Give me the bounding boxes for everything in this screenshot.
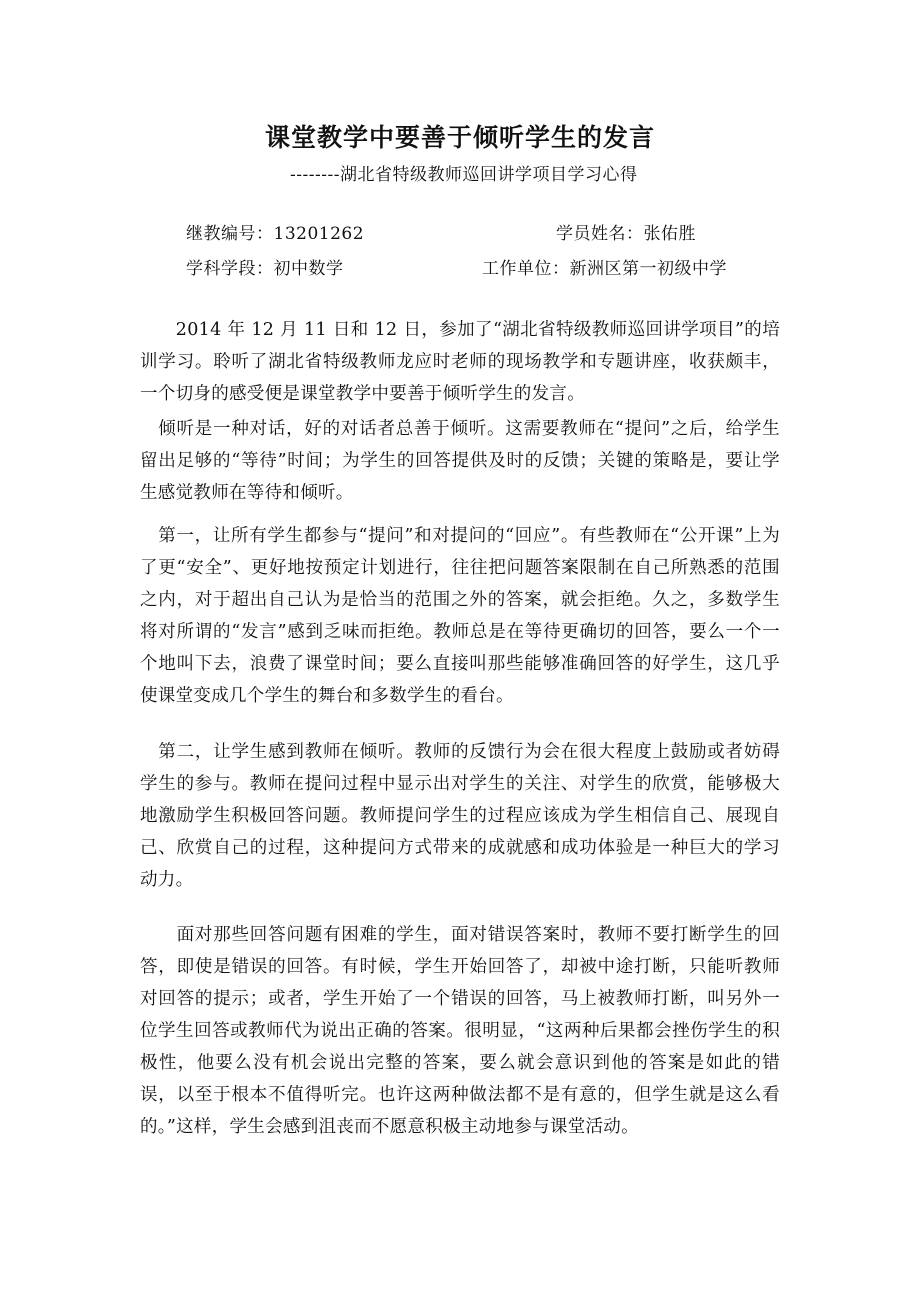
paragraph-struggling-students: 面对那些回答问题有困难的学生，面对错误答案时，教师不要打断学生的回答，即使是错误的回答。有时候，学生开始回答了，却被中途打断，只能听教师对回答的提示；或者，学生开始了一个错误的回答，马上被教师打断，叫另外一位学生回答或教师代为说出正确的答案。很明显，“这两种后果都会挫伤学生的积极性，他要么没有机会说出完整的答案，要么就会意识到他的答案是如此的错误，以至于根本不值得听完。也许这两种做法都不是有意的，但学生就是这么看的。”这样，学生会感到沮丧而不愿意积极主动地参与课堂活动。 xyxy=(140,925,780,1137)
document-title: 课堂教学中要善于倾听学生的发言 xyxy=(264,123,655,152)
paragraph-intro: 2014 年 12 月 11 日和 12 日，参加了“湖北省特级教师巡回讲学项目”的培训学习。聆听了湖北省特级教师龙应时老师的现场教学和专题讲座，收获颇丰，一个切身的感受便是课堂教学中要善于倾听学生的发言。 xyxy=(140,320,780,404)
info-unit: 工作单位：新洲区第一初级中学 xyxy=(482,259,727,279)
paragraph-listening: 倾听是一种对话，好的对话者总善于倾听。这需要教师在“提问”之后，给学生留出足够的“等待”时间；为学生的回答提供及时的反馈；关键的策略是，要让学生感觉教师在等待和倾听。 xyxy=(140,419,780,503)
info-subject: 学科学段：初中数学 xyxy=(186,259,344,279)
paragraph-second-point: 第二，让学生感到教师在倾听。教师的反馈行为会在很大程度上鼓励或者妨碍学生的参与。教师在提问过程中显示出对学生的关注、对学生的欣赏，能够极大地激励学生积极回答问题。教师提问学生的过程应该成为学生相信自己、展现自己、欣赏自己的过程，这种提问方式带来的成就感和成功体验是一种巨大的学习动力。 xyxy=(140,742,780,890)
paragraph-first-point: 第一，让所有学生都参与“提问”和对提问的“回应”。有些教师在“公开课”上为了更“安全”、更好地按预定计划进行，往往把问题答案限制在自己所熟悉的范围之内，对于超出自己认为是恰当的范围之外的答案，就会拒绝。久之，多数学生将对所谓的“发言”感到乏味而拒绝。教师总是在等待更确切的回答，要么一个一个地叫下去，浪费了课堂时间；要么直接叫那些能够准确回答的好学生，这几乎使课堂变成几个学生的舞台和多数学生的看台。 xyxy=(140,526,780,706)
document-subtitle: --------湖北省特级教师巡回讲学项目学习心得 xyxy=(290,165,638,185)
info-id: 继教编号：13201262 xyxy=(186,224,365,244)
info-name: 学员姓名：张佑胜 xyxy=(556,224,696,244)
